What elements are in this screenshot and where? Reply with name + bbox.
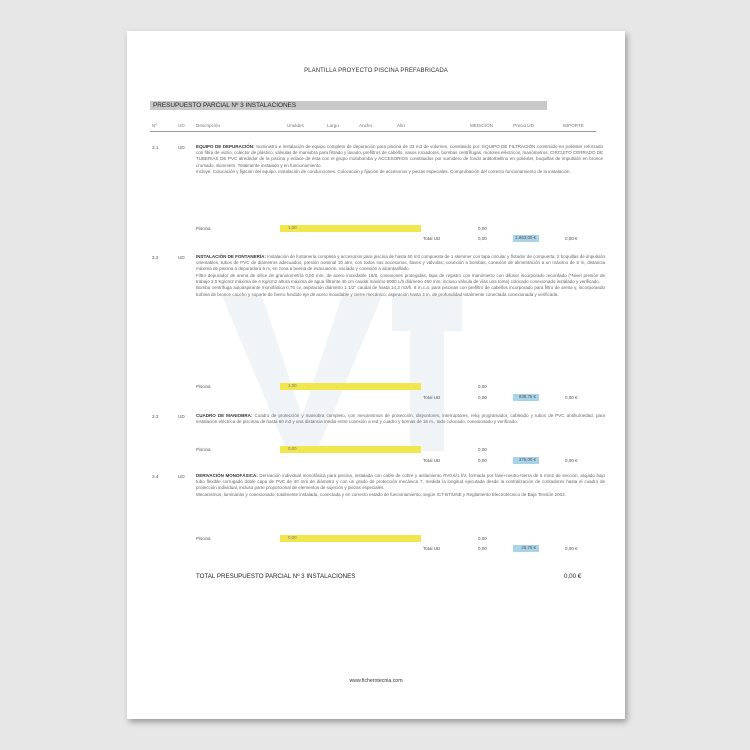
item-paragraph: Instalación de fontanería completa y accesorios para piscina de hasta 60 m3 compuesta de 1 skimmer con tapa circular y flotador de compuerta, 2 boquillas de impulsión orientables, tubos de PVC de diámetros adecuados, presión nominal 10 atm, con todos sus accesorios, llaves y válvulas; conexión a bombas, conexión de alimentación a un máximo de 5 m, distancia máxima de piscina a depuradora 5 m, en zona a buena de evacuación, vaciado y conexión a alcantarillado. <box>196 253 605 272</box>
line-measurement: 0,00 <box>478 536 487 541</box>
total-measurement: 0,00 <box>478 395 487 400</box>
unit-price: 26,75 € <box>513 545 539 552</box>
line-measurement: 0,00 <box>478 226 487 231</box>
item-unit: UD <box>178 255 185 260</box>
item-paragraph: Derivación individual monofásica para piscina, instalada con cable de cobre y aislamiento RV0,6/1 kV, formada por fase+neutro+tierra de 6 mm2 de sección, alojado bajo tubo flexible corrugado doble capa de PVC de 40 mm de diámetro y con un grado de protección mecánica 7, medida la longitud ejecutada desde la centralización de contadores hasta el cuadro de protección individual, incluso parte proporcional de elementos de sujeción y piezas especiales. <box>196 472 605 491</box>
item-paragraph: Mecanismos, luminarias y conexionado; totalmente instalada, conectada y en correcto estado de funcionamiento, según ICT-BT/UNE y Reglamento Electrotécnico de Baja Tensión 2002. <box>196 491 566 497</box>
item-description <box>196 254 605 298</box>
column-header-height: Alto <box>397 123 405 128</box>
item-amount: 0,00 € <box>565 395 578 400</box>
column-header-units: Uniddes <box>287 123 304 128</box>
unit-price: 375,00 € <box>513 457 539 464</box>
item-title: DERIVACIÓN MONOFÁSICA: <box>196 472 258 478</box>
line-measurement: 0,00 <box>478 447 487 452</box>
header-divider <box>150 131 596 132</box>
item-description <box>196 413 605 426</box>
item-number: 3.1 <box>152 145 159 150</box>
column-header-measurement: MEDICIÓN <box>470 123 493 128</box>
line-measurement: 0,00 <box>478 384 487 389</box>
total-label: Total UD <box>423 546 441 551</box>
watermark-logo-icon <box>222 286 462 456</box>
section-title: PRESUPUESTO PARCIAL Nº 3 INSTALACIONES <box>153 101 297 109</box>
column-header-unit: UD <box>178 123 185 128</box>
line-label: Piscina <box>196 447 211 452</box>
total-measurement: 0,00 <box>478 236 487 241</box>
item-paragraph: Filtro depurador de arena de sílice de granulometría 0,50 mm, de acero inoxidable 18/8, conexiones protegidas, tapa de registro con manómetro con difusor incorporado recordado (*Nivel presión de trabajo 2,5 Kg/cm2 máxima de 4 Kg/cm2 altura máxima de agua filtrante 45 cm caudal máximo 6000 L/h diámetro 450 mm, incluso válvula de vías una toma) colocado conexionado instalado y verificado. <box>196 272 605 284</box>
column-header-unit-price: Precio UD <box>513 123 534 128</box>
item-number: 3.4 <box>152 474 159 479</box>
grand-total-label: TOTAL PRESUPUESTO PARCIAL Nº 3 INSTALACIONES <box>196 573 356 580</box>
item-title: INSTALACIÓN DE FONTANERÍA: <box>196 253 266 259</box>
item-unit: UD <box>178 414 185 419</box>
column-header-amount: IMPORTE <box>563 123 584 128</box>
item-number: 3.2 <box>152 255 159 260</box>
line-value: 0,00 <box>280 535 421 542</box>
grand-total-value: 0,00 € <box>564 573 582 580</box>
item-description <box>196 473 605 498</box>
column-header-description: Descripción <box>196 123 220 128</box>
line-label: Piscina <box>196 384 211 389</box>
item-amount: 0,00 € <box>565 546 578 551</box>
line-value: 1,00 <box>280 225 421 232</box>
item-paragraph: Incluye: Colocación y fijación del equipo. Instalación de conducciones. Colocación y fijación de accesorios y piezas especiales. Comprobación del correcto funcionamiento de la instalación. <box>196 168 571 174</box>
line-value: 1,00 <box>280 383 421 390</box>
item-title: CUADRO DE MANIOBRA: <box>196 412 253 418</box>
column-header-num: Nº <box>152 123 157 128</box>
item-title: EQUIPO DE DEPURACIÓN: <box>196 143 255 149</box>
line-value: 0,00 <box>280 446 421 453</box>
item-paragraph: Suministro e instalación de equipo completo de depuración para piscina de 33 m3 de volumen, constituido por: EQUIPO DE FILTRACIÓN construido en poliéster reforzado con fibra de vidrio, colector de plástico, válvulas de maniobra para filtrado y lavado, prefiltros de cabello, vasos rociadores, bombas centrífugas, motores eléctricos, manómetros; CIRCUITO CERRADO DE TUBERÍAS DE PVC alrededor de la piscina y enlace de ésta con el grupo motobomba y ACCESORIOS constituidos por sumidero de fondo antitorbellino en poliéster, boquillas de impulsión en bronce cromado, skimmers. Totalmente instalado y en funcionamiento. <box>196 143 603 168</box>
document-page <box>127 31 625 719</box>
footer-url[interactable]: www.ficherotecnia.com <box>349 678 403 684</box>
unit-price: 838,75 € <box>513 394 539 401</box>
document-title: PLANTILLA PROYECTO PISCINA PREFABRICADA <box>304 68 448 74</box>
item-paragraph: Cuadro de protección y maniobra completo, con mecanismos de protección, disyuntores, interruptores, reloj programador, cableado y tubos de PVC antihumedad, para instalación eléctrica de piscinas de hasta 60 m3 y una distancia media entre conexión a red y cuadro y bornas de 15 m., todo colocado, conexionado y verificado. <box>196 412 605 424</box>
total-measurement: 0,00 <box>478 546 487 551</box>
item-amount: 0,00 € <box>565 458 578 463</box>
item-unit: UD <box>178 474 185 479</box>
total-label: Total UD <box>423 236 441 241</box>
line-label: Piscina <box>196 536 211 541</box>
total-label: Total UD <box>423 458 441 463</box>
item-amount: 0,00 € <box>565 236 578 241</box>
total-measurement: 0,00 <box>478 458 487 463</box>
item-description <box>196 144 603 176</box>
column-header-length: Largo <box>327 123 339 128</box>
line-label: Piscina <box>196 226 211 231</box>
total-label: Total UD <box>423 395 441 400</box>
column-header-width: Ancho <box>359 123 373 128</box>
unit-price: 1.863,00 € <box>513 235 539 242</box>
item-paragraph: Bomba centrífuga autoaspirante monofásica 0,70 cv, aspiración diámetro 1 1/2" caudal de hasta 14,3 m3/h, 6 m.c.a, para piscinas con prefiltro de cabellos incorporado para filtro de arena y, incorporando turbina de bronce caucho y soporte de hierro fundido eje de acero inoxidable y cierre mecánico, aspiración hasta 3 m. de profundidad totalmente conectada conexionada y verificada. <box>196 285 605 297</box>
item-number: 3.3 <box>152 414 159 419</box>
item-unit: UD <box>178 145 185 150</box>
